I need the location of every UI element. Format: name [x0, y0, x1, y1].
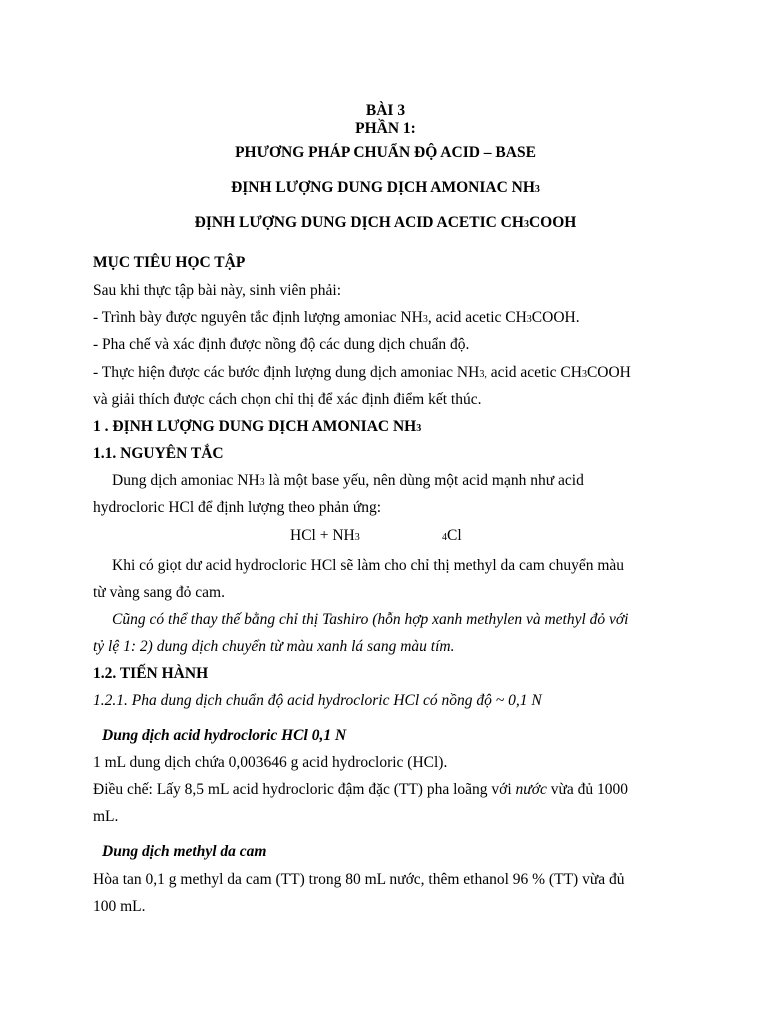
principle-paragraph-1-cont: hydrocloric HCl để định lượng theo phản ứng: [93, 499, 382, 516]
objective-item-3: - Thực hiện được các bước định lượng dung dịch amoniac NH3, acid acetic CH3COOH [93, 364, 631, 381]
method-title: PHƯƠNG PHÁP CHUẨN ĐỘ ACID – BASE [235, 144, 536, 161]
principle-paragraph-2: Khi có giọt dư acid hydrocloric HCl sẽ làm cho chỉ thị methyl da cam chuyển màu [112, 557, 625, 574]
title-acetic: ĐỊNH LƯỢNG DUNG DỊCH ACID ACETIC CH3COOH [194, 214, 577, 231]
objective-item-1: - Trình bày được nguyên tắc định lượng amoniac NH3, acid acetic CH3COOH. [93, 309, 580, 326]
principle-paragraph-1: Dung dịch amoniac NH3 là một base yếu, nên dùng một acid mạnh như acid [112, 472, 584, 489]
principle-paragraph-3: Cũng có thể thay thế bằng chỉ thị Tashiro (hỗn hợp xanh methylen và methyl đỏ với [112, 611, 629, 628]
methyl-orange-line-2: 100 mL. [93, 898, 146, 915]
hcl-solution-line-2: Điều chế: Lấy 8,5 mL acid hydrocloric đậm đặc (TT) pha loãng với nước vừa đủ 1000 [93, 781, 629, 798]
hcl-solution-line-1: 1 mL dung dịch chứa 0,003646 g acid hydrocloric (HCl). [93, 754, 448, 771]
procedure-heading: 1.2. TIẾN HÀNH [93, 665, 209, 682]
title-ammonia: ĐỊNH LƯỢNG DUNG DỊCH AMONIAC NH3 [231, 179, 540, 196]
principle-paragraph-2-cont: từ vàng sang đỏ cam. [93, 584, 225, 601]
lesson-number: BÀI 3 [365, 102, 406, 119]
subsection-1-2-1: 1.2.1. Pha dung dịch chuẩn độ acid hydrocloric HCl có nồng độ ~ 0,1 N [93, 692, 542, 709]
methyl-orange-heading: Dung dịch methyl da cam [102, 843, 267, 860]
principle-paragraph-3-cont: tỷ lệ 1: 2) dung dịch chuyển từ màu xanh lá sang màu tím. [93, 638, 455, 655]
equation-reactants: HCl + NH3 [290, 527, 360, 544]
principle-heading: 1.1. NGUYÊN TẮC [93, 445, 224, 462]
objective-item-3-cont: và giải thích được cách chọn chỉ thị để xác định điểm kết thúc. [93, 391, 482, 408]
section-1-heading: 1 . ĐỊNH LƯỢNG DUNG DỊCH AMONIAC NH3 [93, 418, 422, 435]
objectives-intro: Sau khi thực tập bài này, sinh viên phải: [93, 282, 342, 299]
part-number: PHẦN 1: [355, 120, 416, 137]
objectives-heading: MỤC TIÊU HỌC TẬP [93, 254, 246, 271]
hcl-solution-line-3: mL. [93, 808, 119, 825]
equation-product: 4Cl [442, 527, 462, 544]
methyl-orange-line-1: Hòa tan 0,1 g methyl da cam (TT) trong 80 mL nước, thêm ethanol 96 % (TT) vừa đủ [93, 871, 625, 888]
hcl-solution-heading: Dung dịch acid hydrocloric HCl 0,1 N [102, 727, 347, 744]
objective-item-2: - Pha chế và xác định được nồng độ các dung dịch chuẩn độ. [93, 336, 470, 353]
